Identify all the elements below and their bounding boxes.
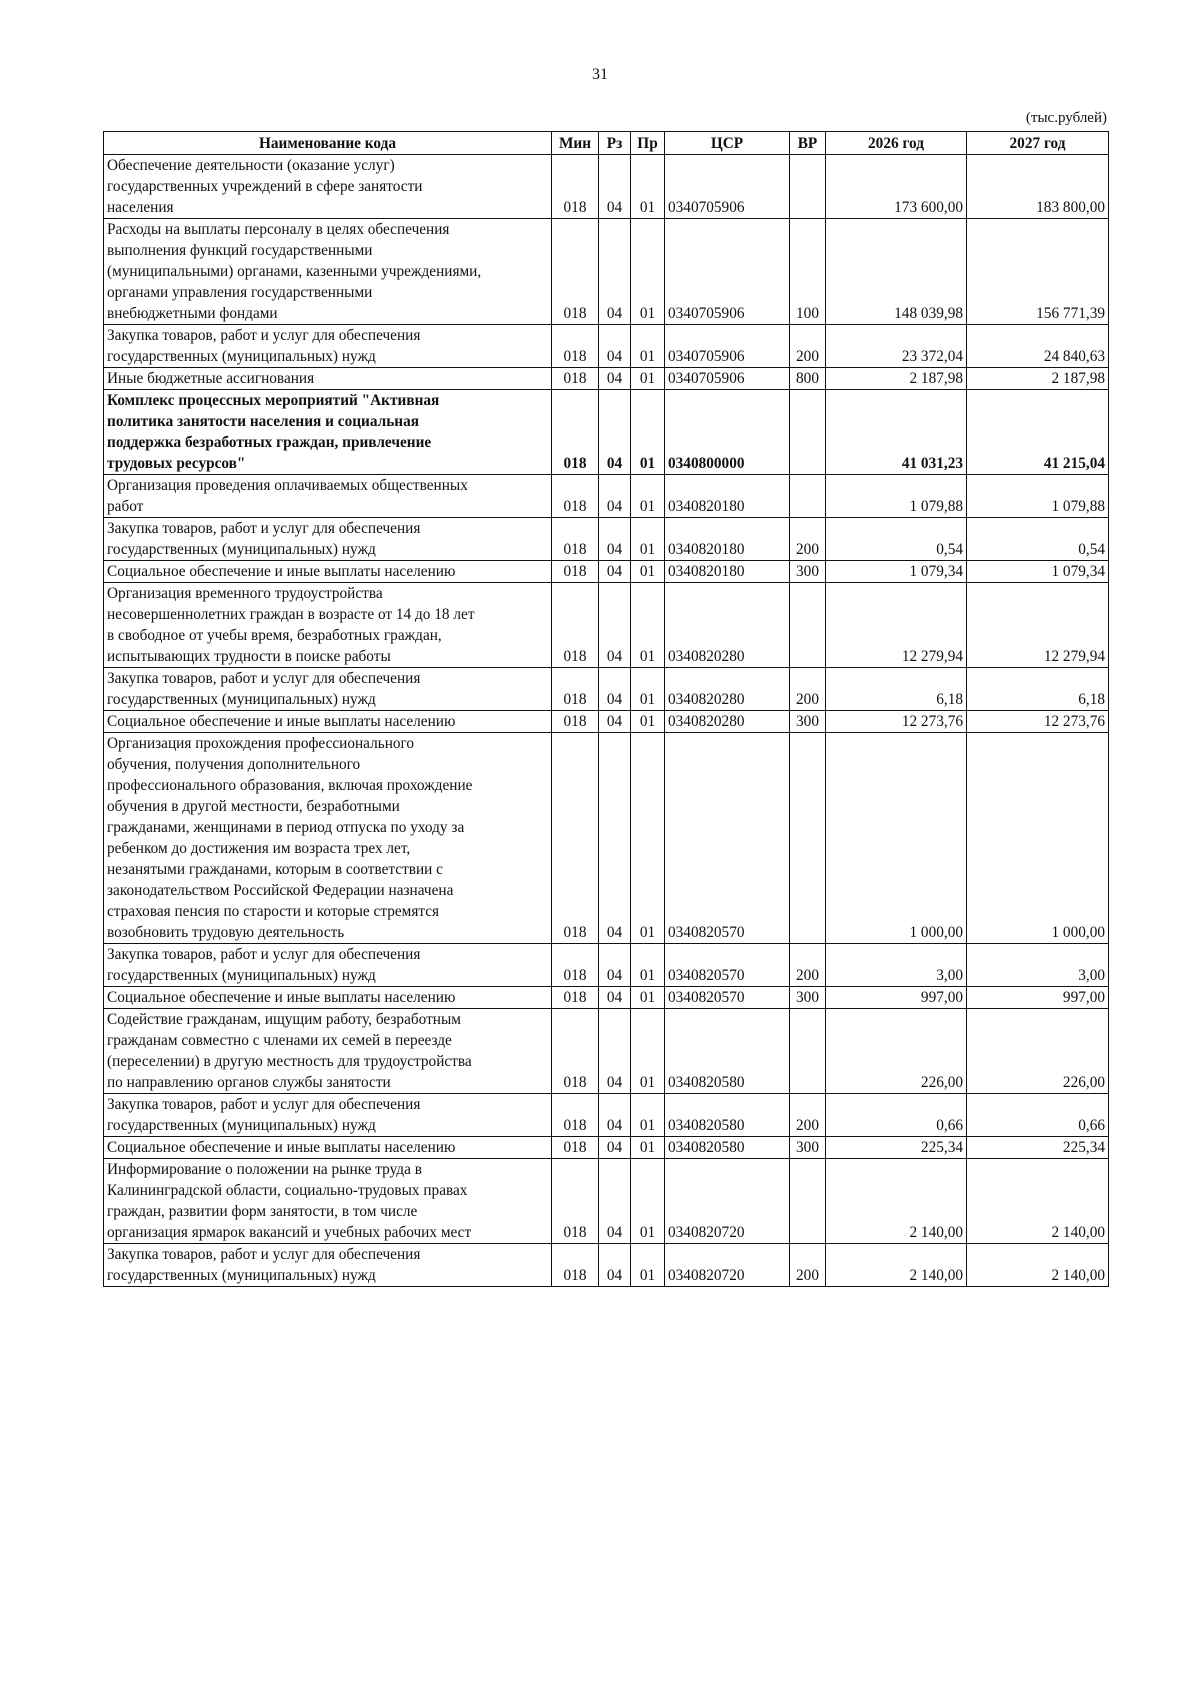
cell-min: 018 [552, 987, 599, 1009]
cell-name [104, 475, 552, 518]
cell-pr: 01 [631, 711, 665, 733]
cell-2026: 0,66 [826, 1094, 967, 1137]
cell-rz: 04 [599, 1244, 631, 1287]
cell-min: 018 [552, 390, 599, 475]
cell-pr: 01 [631, 518, 665, 561]
cell-csr: 0340820580 [665, 1137, 790, 1159]
cell-min: 018 [552, 1244, 599, 1287]
cell-csr: 0340820580 [665, 1009, 790, 1094]
cell-2026: 1 000,00 [826, 733, 967, 944]
cell-csr: 0340820580 [665, 1094, 790, 1137]
row-label: Закупка товаров, работ и услуг для обеспечения государственных (муниципальных) нужд [107, 670, 421, 708]
row-label: Закупка товаров, работ и услуг для обеспечения государственных (муниципальных) нужд [107, 1096, 421, 1134]
budget-table [103, 131, 1109, 1287]
cell-vr: 200 [790, 325, 826, 368]
cell-vr: 100 [790, 219, 826, 325]
cell-min: 018 [552, 518, 599, 561]
cell-vr: 200 [790, 1244, 826, 1287]
row-label: Комплекс процессных мероприятий "Активная политика занятости населения и социальная поддержка безработных граждан, привлечение трудовых ресурсов" [107, 392, 440, 472]
table-row [104, 1159, 1109, 1244]
row-label: Организация временного трудоустройства несовершеннолетних граждан в возрасте от 14 до 18 лет в свободное от учебы время, безработных граждан, испытывающих трудности в поиске работы [107, 585, 475, 665]
cell-vr: 200 [790, 518, 826, 561]
cell-name [104, 561, 552, 583]
cell-2027: 12 273,76 [967, 711, 1109, 733]
cell-vr [790, 733, 826, 944]
row-label: Социальное обеспечение и иные выплаты населению [107, 1139, 456, 1156]
cell-name [104, 325, 552, 368]
table-row [104, 944, 1109, 987]
cell-vr: 300 [790, 711, 826, 733]
cell-2027: 12 279,94 [967, 583, 1109, 668]
cell-pr: 01 [631, 325, 665, 368]
row-label: Расходы на выплаты персоналу в целях обеспечения выполнения функций государственными (муниципальными) органами, казенными учреждениями, органами управления государственными внебюджетными фондами [107, 221, 482, 322]
cell-rz: 04 [599, 219, 631, 325]
cell-2026: 148 039,98 [826, 219, 967, 325]
cell-2026: 12 279,94 [826, 583, 967, 668]
table-row [104, 1244, 1109, 1287]
table-row [104, 518, 1109, 561]
cell-name [104, 518, 552, 561]
cell-2026: 1 079,34 [826, 561, 967, 583]
cell-2026: 23 372,04 [826, 325, 967, 368]
table-header [104, 132, 1109, 155]
cell-rz: 04 [599, 368, 631, 390]
cell-csr: 0340705906 [665, 368, 790, 390]
cell-csr: 0340820180 [665, 475, 790, 518]
cell-name [104, 1244, 552, 1287]
row-label: Обеспечение деятельности (оказание услуг) государственных учреждений в сфере занятости населения [107, 157, 423, 216]
row-label: Социальное обеспечение и иные выплаты населению [107, 713, 456, 730]
cell-2026: 0,54 [826, 518, 967, 561]
cell-2026: 173 600,00 [826, 155, 967, 219]
cell-csr: 0340820180 [665, 518, 790, 561]
cell-min: 018 [552, 368, 599, 390]
cell-pr: 01 [631, 219, 665, 325]
cell-name [104, 390, 552, 475]
cell-name [104, 219, 552, 325]
cell-vr: 200 [790, 1094, 826, 1137]
cell-2027: 3,00 [967, 944, 1109, 987]
cell-rz: 04 [599, 711, 631, 733]
row-label: Содействие гражданам, ищущим работу, безработным гражданам совместно с членами их семей в переезде (переселении) в другую местность для трудоустройства по направлению органов службы занятости [107, 1011, 472, 1091]
table-row [104, 219, 1109, 325]
cell-pr: 01 [631, 668, 665, 711]
cell-name [104, 155, 552, 219]
table-row [104, 1094, 1109, 1137]
row-label: Закупка товаров, работ и услуг для обеспечения государственных (муниципальных) нужд [107, 1246, 421, 1284]
row-label: Иные бюджетные ассигнования [107, 370, 315, 387]
cell-csr: 0340705906 [665, 219, 790, 325]
cell-min: 018 [552, 475, 599, 518]
cell-2027: 1 000,00 [967, 733, 1109, 944]
cell-vr [790, 475, 826, 518]
cell-2027: 1 079,88 [967, 475, 1109, 518]
table-row [104, 368, 1109, 390]
cell-2027: 2 140,00 [967, 1159, 1109, 1244]
cell-2027: 183 800,00 [967, 155, 1109, 219]
cell-min: 018 [552, 325, 599, 368]
cell-pr: 01 [631, 1159, 665, 1244]
row-label: Социальное обеспечение и иные выплаты населению [107, 563, 456, 580]
table-row [104, 733, 1109, 944]
row-label: Организация прохождения профессионального обучения, получения дополнительного профессионального образования, включая прохождение обучения в другой местности, безработными гражданами, женщинами в период отпуска по уходу за ребенком до достижения им возраста трех лет, незанятыми гражданами, которым в соответствии с законодательством Российской Федерации назначена страховая пенсия по старости и которые стремятся возобновить трудовую деятельность [107, 735, 473, 941]
cell-rz: 04 [599, 733, 631, 944]
cell-rz: 04 [599, 1159, 631, 1244]
cell-pr: 01 [631, 733, 665, 944]
cell-2027: 24 840,63 [967, 325, 1109, 368]
cell-rz: 04 [599, 944, 631, 987]
cell-pr: 01 [631, 155, 665, 219]
cell-2027: 6,18 [967, 668, 1109, 711]
cell-csr: 0340800000 [665, 390, 790, 475]
cell-pr: 01 [631, 475, 665, 518]
header-csr: ЦСР [665, 132, 790, 155]
cell-csr: 0340820720 [665, 1159, 790, 1244]
row-label: Социальное обеспечение и иные выплаты населению [107, 989, 456, 1006]
cell-2027: 0,54 [967, 518, 1109, 561]
cell-vr [790, 1159, 826, 1244]
cell-pr: 01 [631, 1009, 665, 1094]
cell-vr [790, 1009, 826, 1094]
cell-min: 018 [552, 561, 599, 583]
cell-2027: 41 215,04 [967, 390, 1109, 475]
cell-min: 018 [552, 1137, 599, 1159]
cell-csr: 0340820570 [665, 987, 790, 1009]
table-row [104, 475, 1109, 518]
cell-csr: 0340820280 [665, 668, 790, 711]
cell-2027: 1 079,34 [967, 561, 1109, 583]
header-2026: 2026 год [826, 132, 967, 155]
cell-name [104, 583, 552, 668]
cell-2027: 2 140,00 [967, 1244, 1109, 1287]
cell-pr: 01 [631, 390, 665, 475]
cell-pr: 01 [631, 561, 665, 583]
cell-min: 018 [552, 1159, 599, 1244]
row-label: Организация проведения оплачиваемых общественных работ [107, 477, 468, 515]
table-row [104, 583, 1109, 668]
cell-vr [790, 155, 826, 219]
cell-2026: 2 187,98 [826, 368, 967, 390]
cell-2027: 225,34 [967, 1137, 1109, 1159]
cell-csr: 0340705906 [665, 325, 790, 368]
cell-rz: 04 [599, 1094, 631, 1137]
cell-2027: 226,00 [967, 1009, 1109, 1094]
cell-vr: 300 [790, 987, 826, 1009]
cell-pr: 01 [631, 1094, 665, 1137]
cell-name [104, 1094, 552, 1137]
table-row [104, 325, 1109, 368]
units-label: (тыс.рублей) [1025, 110, 1107, 126]
table-body [104, 155, 1109, 1287]
cell-name [104, 987, 552, 1009]
table-row [104, 155, 1109, 219]
header-name: Наименование кода [104, 132, 552, 155]
cell-min: 018 [552, 583, 599, 668]
cell-rz: 04 [599, 325, 631, 368]
cell-name [104, 733, 552, 944]
cell-2026: 6,18 [826, 668, 967, 711]
row-label: Закупка товаров, работ и услуг для обеспечения государственных (муниципальных) нужд [107, 327, 421, 365]
cell-rz: 04 [599, 1137, 631, 1159]
cell-pr: 01 [631, 1244, 665, 1287]
cell-csr: 0340820570 [665, 944, 790, 987]
cell-csr: 0340820280 [665, 583, 790, 668]
cell-rz: 04 [599, 668, 631, 711]
header-pr: Пр [631, 132, 665, 155]
page-number: 31 [592, 66, 608, 83]
table-row [104, 1137, 1109, 1159]
cell-rz: 04 [599, 987, 631, 1009]
cell-name [104, 368, 552, 390]
cell-csr: 0340705906 [665, 155, 790, 219]
cell-vr: 300 [790, 1137, 826, 1159]
cell-name [104, 1159, 552, 1244]
cell-vr: 800 [790, 368, 826, 390]
cell-name [104, 711, 552, 733]
header-2027: 2027 год [967, 132, 1109, 155]
row-label: Закупка товаров, работ и услуг для обеспечения государственных (муниципальных) нужд [107, 946, 421, 984]
cell-min: 018 [552, 733, 599, 944]
cell-2027: 0,66 [967, 1094, 1109, 1137]
row-label: Закупка товаров, работ и услуг для обеспечения государственных (муниципальных) нужд [107, 520, 421, 558]
cell-rz: 04 [599, 1009, 631, 1094]
row-label: Информирование о положении на рынке труда в Калининградской области, социально-трудовых правах граждан, развитии форм занятости, в том числе организация ярмарок вакансий и учебных рабочих мест [107, 1161, 472, 1241]
cell-2026: 41 031,23 [826, 390, 967, 475]
table-row [104, 668, 1109, 711]
cell-name [104, 944, 552, 987]
cell-csr: 0340820570 [665, 733, 790, 944]
cell-name [104, 668, 552, 711]
cell-2027: 2 187,98 [967, 368, 1109, 390]
table-row [104, 987, 1109, 1009]
cell-2026: 2 140,00 [826, 1159, 967, 1244]
cell-2027: 997,00 [967, 987, 1109, 1009]
cell-2026: 2 140,00 [826, 1244, 967, 1287]
cell-csr: 0340820720 [665, 1244, 790, 1287]
cell-2027: 156 771,39 [967, 219, 1109, 325]
cell-rz: 04 [599, 518, 631, 561]
table-row [104, 390, 1109, 475]
cell-pr: 01 [631, 368, 665, 390]
cell-2026: 1 079,88 [826, 475, 967, 518]
cell-min: 018 [552, 1094, 599, 1137]
cell-rz: 04 [599, 155, 631, 219]
table-row [104, 561, 1109, 583]
cell-min: 018 [552, 711, 599, 733]
table-row [104, 711, 1109, 733]
cell-pr: 01 [631, 1137, 665, 1159]
cell-csr: 0340820180 [665, 561, 790, 583]
cell-rz: 04 [599, 390, 631, 475]
cell-vr: 300 [790, 561, 826, 583]
cell-min: 018 [552, 668, 599, 711]
cell-name [104, 1137, 552, 1159]
cell-min: 018 [552, 155, 599, 219]
cell-2026: 225,34 [826, 1137, 967, 1159]
cell-2026: 12 273,76 [826, 711, 967, 733]
cell-rz: 04 [599, 475, 631, 518]
cell-pr: 01 [631, 583, 665, 668]
cell-2026: 226,00 [826, 1009, 967, 1094]
cell-min: 018 [552, 1009, 599, 1094]
cell-2026: 997,00 [826, 987, 967, 1009]
cell-2026: 3,00 [826, 944, 967, 987]
cell-vr: 200 [790, 668, 826, 711]
cell-name [104, 1009, 552, 1094]
header-min: Мин [552, 132, 599, 155]
cell-rz: 04 [599, 583, 631, 668]
header-vr: ВР [790, 132, 826, 155]
cell-csr: 0340820280 [665, 711, 790, 733]
header-rz: Рз [599, 132, 631, 155]
cell-vr [790, 390, 826, 475]
cell-min: 018 [552, 944, 599, 987]
cell-pr: 01 [631, 987, 665, 1009]
cell-vr [790, 583, 826, 668]
table-row [104, 1009, 1109, 1094]
cell-vr: 200 [790, 944, 826, 987]
cell-min: 018 [552, 219, 599, 325]
cell-pr: 01 [631, 944, 665, 987]
cell-rz: 04 [599, 561, 631, 583]
